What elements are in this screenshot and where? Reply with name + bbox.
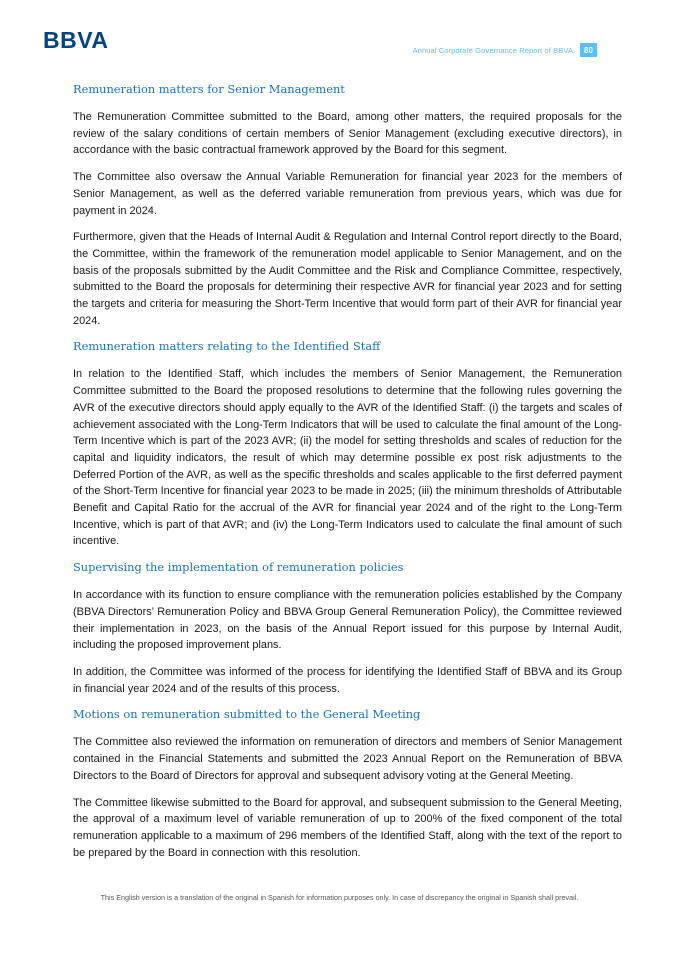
paragraph: Furthermore, given that the Heads of Internal Audit & Regulation and Internal Control report directly to the Board, the Committee, within the framework of the remuneration model applicable to Senior Management, and on the basis of the proposals submitted by the Audit Committee and the Risk and Compliance Committee, respectively, submitted to the Board the proposals for determining their respective AVR for financial year 2023 and for setting the targets and criteria for measuring the Short-Term Incentive that would form part of their AVR for financial year 2024. [73, 231, 622, 327]
paragraph: In accordance with its function to ensure compliance with the remuneration policies established by the Company (BBVA Directors’ Remuneration Policy and BBVA Group General Remuneration Policy), the Committee reviewed their implementation in 2023, on the basis of the Annual Report issued for this purpose by Internal Audit, including the proposed improvement plans. [73, 589, 622, 652]
main-content [73, 80, 622, 871]
section-heading-senior-management: Remuneration matters for Senior Management [73, 82, 345, 96]
paragraph: The Committee also reviewed the information on remuneration of directors and members of Senior Management contained in the Financial Statements and submitted the 2023 Annual Report on the Remuneration of BBVA Directors to the Board of Directors for approval and subsequent advisory voting at the General Meeting. [73, 736, 622, 782]
report-title: Annual Corporate Governance Report of BBVA [412, 46, 573, 55]
section-heading-supervising-policies: Supervising the implementation of remuneration policies [73, 560, 404, 575]
section-heading-identified-staff: Remuneration matters relating to the Identified Staff [73, 339, 381, 354]
bbva-logo: BBVA [43, 27, 109, 53]
paragraph: In relation to the Identified Staff, which includes the members of Senior Management, the Remuneration Committee submitted to the Board the proposed resolutions to determine that the following rules governing the AVR of the executive directors should apply equally to the AVR of the Identified Staff: (i) the targets and scales of achievement associated with the Long-Term Indicators that will be used to calculate the final amount of the Long-Term Incentive which is part of the 2023 AVR; (ii) the model for setting thresholds and scales of reduction for the capital and liquidity indicators, the result of which may determine possible ex post risk adjustments to the Deferred Portion of the AVR, as well as the specific thresholds and scales applicable to the first deferred payment of the Short-Term Incentive for financial year 2023 to be made in 2025; (iii) the minimum thresholds of Attributable Benefit and Capital Ratio for the accrual of the AVR for financial year 2024 and of the right to the Long-Term Incentive, which is part of that AVR; and (iv) the Long-Term Indicators used to calculate the final amount of such incentive. [73, 368, 622, 548]
paragraph: In addition, the Committee was informed of the process for identifying the Identified Staff of BBVA and its Group in financial year 2024 and of the results of this process. [73, 665, 622, 695]
section-heading-general-meeting: Motions on remuneration submitted to the General Meeting [73, 707, 421, 722]
paragraph: The Committee likewise submitted to the Board for approval, and subsequent submission to the General Meeting, the approval of a maximum level of variable remuneration of up to 200% of the fixed component of the total remuneration applicable to a maximum of 296 members of the Identified Staff, along with the text of the report to be prepared by the Board in connection with this resolution. [73, 796, 622, 859]
footer-disclaimer: This English version is a translation of the original in Spanish for information purposes only. In case of discrepancy the original in Spanish shall prevail. [100, 893, 579, 902]
paragraph: The Committee also oversaw the Annual Variable Remuneration for financial year 2023 for the members of Senior Management, as well as the deferred variable remuneration from previous years, which was due for payment in 2024. [73, 171, 622, 217]
page-number-badge: 80 [580, 43, 597, 57]
paragraph: The Remuneration Committee submitted to the Board, among other matters, the required proposals for the review of the salary conditions of certain members of Senior Management (excluding executive directors), in accordance with the basic contractual framework approved by the Board for this segment. [73, 111, 622, 157]
